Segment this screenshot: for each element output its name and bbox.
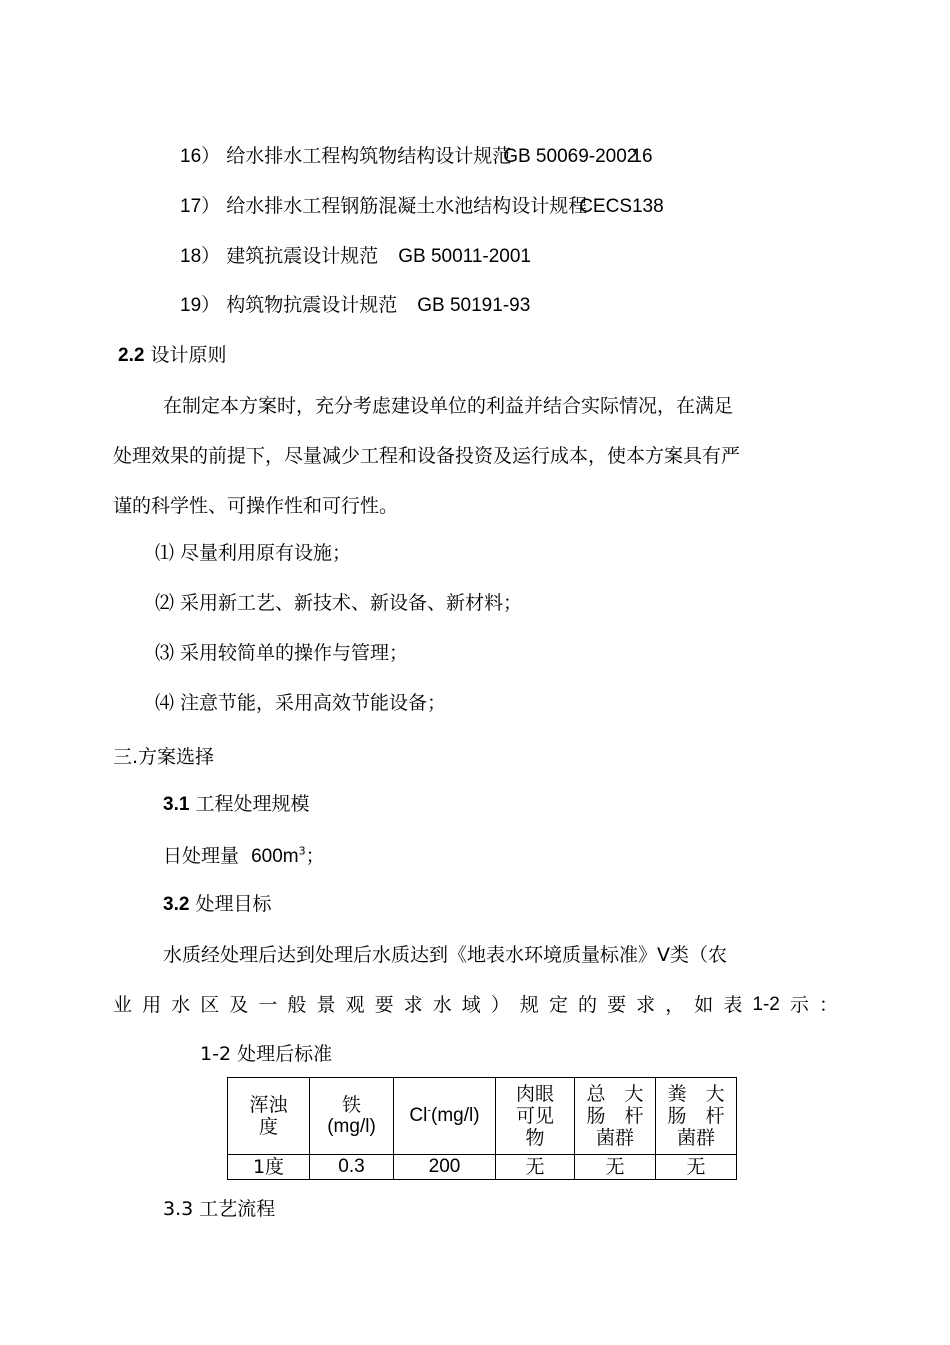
standard-code: GB 50191-93 <box>417 295 531 316</box>
standard-code: CECS138 <box>579 196 664 217</box>
header-text: (mg/l) <box>431 1105 480 1126</box>
header-text: 菌群 <box>676 1127 715 1149</box>
char: 业 <box>113 994 133 1016</box>
table-cell: 无 <box>656 1155 737 1180</box>
char: 定 <box>548 994 568 1016</box>
char: 用 <box>142 994 162 1016</box>
section-heading-3-1 <box>163 792 309 817</box>
char: 表 <box>723 994 743 1016</box>
standard-code: GB 50011-2001 <box>398 246 531 267</box>
header-text: 肉眼 <box>515 1083 554 1105</box>
header-cell-turbidity <box>228 1078 310 1155</box>
standard-18 <box>180 244 531 269</box>
paragraph-line-justified <box>113 993 838 1017</box>
principle-item: ⑵ 采用新工艺、新技术、新设备、新材料； <box>155 592 523 614</box>
header-text: 粪 大 <box>667 1083 725 1105</box>
principle-item: ⑶ 采用较简单的操作与管理； <box>155 642 409 664</box>
header-text: 可见 <box>515 1105 554 1127</box>
standard-name: 构筑物抗震设计规范 <box>226 294 398 316</box>
standard-num: 18） <box>180 246 221 267</box>
char: 景 <box>316 994 336 1016</box>
header-text: 肠 杆 <box>667 1105 725 1127</box>
standard-name: 给水排水工程钢筋混凝土水池结构设计规程 <box>226 195 588 217</box>
header-cell-fecal-coliform <box>656 1078 737 1155</box>
standard-16 <box>180 144 653 169</box>
standard-17 <box>180 194 664 219</box>
char: ： <box>818 994 838 1016</box>
section-num: 3.2 <box>163 894 190 915</box>
capacity-line <box>163 844 325 869</box>
section-num: 2.2 <box>118 345 145 366</box>
standard-num: 19） <box>180 295 221 316</box>
section-title: 处理目标 <box>195 893 272 915</box>
table-header-row <box>228 1078 737 1155</box>
table-cell: 0.3 <box>310 1155 394 1180</box>
standard-name: 建筑抗震设计规范 <box>226 245 379 267</box>
char: 观 <box>345 994 365 1016</box>
char: 的 <box>578 994 598 1016</box>
paragraph-line: 谨的科学性、可操作性和可行性。 <box>113 495 399 517</box>
header-sup: - <box>427 1104 432 1117</box>
header-text: 总 大 <box>586 1083 644 1105</box>
char: 示 <box>789 994 809 1016</box>
standard-tail: 16 <box>631 146 653 167</box>
header-cell-coliform <box>575 1078 656 1155</box>
char: 一 <box>258 994 278 1016</box>
table-cell: 无 <box>575 1155 656 1180</box>
header-cell-iron <box>310 1078 394 1155</box>
char: 水 <box>171 994 191 1016</box>
standards-table <box>227 1077 737 1180</box>
table-row <box>228 1155 737 1180</box>
char: 1-2 <box>752 994 780 1015</box>
table-caption: 1-2 处理后标准 <box>200 1043 333 1065</box>
char: 要 <box>607 994 627 1016</box>
header-text: 肠 杆 <box>586 1105 644 1127</box>
char: ） <box>490 994 510 1016</box>
header-cell-chloride <box>394 1078 496 1155</box>
section-title: 设计原则 <box>150 344 227 366</box>
section-num: 3.1 <box>163 794 190 815</box>
char: ， <box>665 994 685 1016</box>
capacity-value: 600m <box>251 846 299 867</box>
capacity-label: 日处理量 <box>163 845 240 867</box>
section-heading-3-2 <box>163 892 271 917</box>
capacity-end: ； <box>305 845 325 867</box>
standard-num: 16） <box>180 146 221 167</box>
standard-code: GB 50069-2002 <box>503 146 638 167</box>
char: 域 <box>461 994 481 1016</box>
table-cell: 200 <box>394 1155 496 1180</box>
header-text: 物 <box>525 1127 545 1149</box>
char: 水 <box>432 994 452 1016</box>
char: 及 <box>229 994 249 1016</box>
table-cell: 1度 <box>228 1155 310 1180</box>
section-title: 工程处理规模 <box>195 793 310 815</box>
header-text: Cl <box>409 1105 428 1126</box>
principle-item: ⑷ 注意节能，采用高效节能设备； <box>155 692 447 714</box>
char: 如 <box>694 994 714 1016</box>
standard-19 <box>180 293 530 318</box>
char: 要 <box>374 994 394 1016</box>
char: 般 <box>287 994 307 1016</box>
standard-name: 给水排水工程构筑物结构设计规范 <box>226 145 512 167</box>
char: 求 <box>636 994 656 1016</box>
header-text: 菌群 <box>595 1127 634 1149</box>
section-heading-2-2 <box>118 343 226 368</box>
paragraph-line: 处理效果的前提下，尽量减少工程和设备投资及运行成本，使本方案具有严 <box>113 445 741 467</box>
char: 区 <box>200 994 220 1016</box>
char: 求 <box>403 994 423 1016</box>
header-text: (mg/l) <box>327 1116 376 1137</box>
header-cell-visible <box>496 1078 575 1155</box>
standard-num: 17） <box>180 196 221 217</box>
paragraph-line: 水质经处理后达到处理后水质达到《地表水环境质量标准》Ⅴ类（农 <box>163 944 727 966</box>
char: 规 <box>519 994 539 1016</box>
section-heading-3: 三.方案选择 <box>113 746 215 768</box>
section-heading-3-3: 3.3 工艺流程 <box>163 1198 276 1220</box>
header-text: 浑浊 <box>249 1094 288 1116</box>
principle-item: ⑴ 尽量利用原有设施； <box>155 542 352 564</box>
table-cell: 无 <box>496 1155 575 1180</box>
capacity-unit-sup: 3 <box>298 844 306 858</box>
paragraph-line: 在制定本方案时，充分考虑建设单位的利益并结合实际情况，在满足 <box>163 395 734 417</box>
header-text: 度 <box>258 1116 278 1138</box>
header-text: 铁 <box>341 1094 361 1116</box>
